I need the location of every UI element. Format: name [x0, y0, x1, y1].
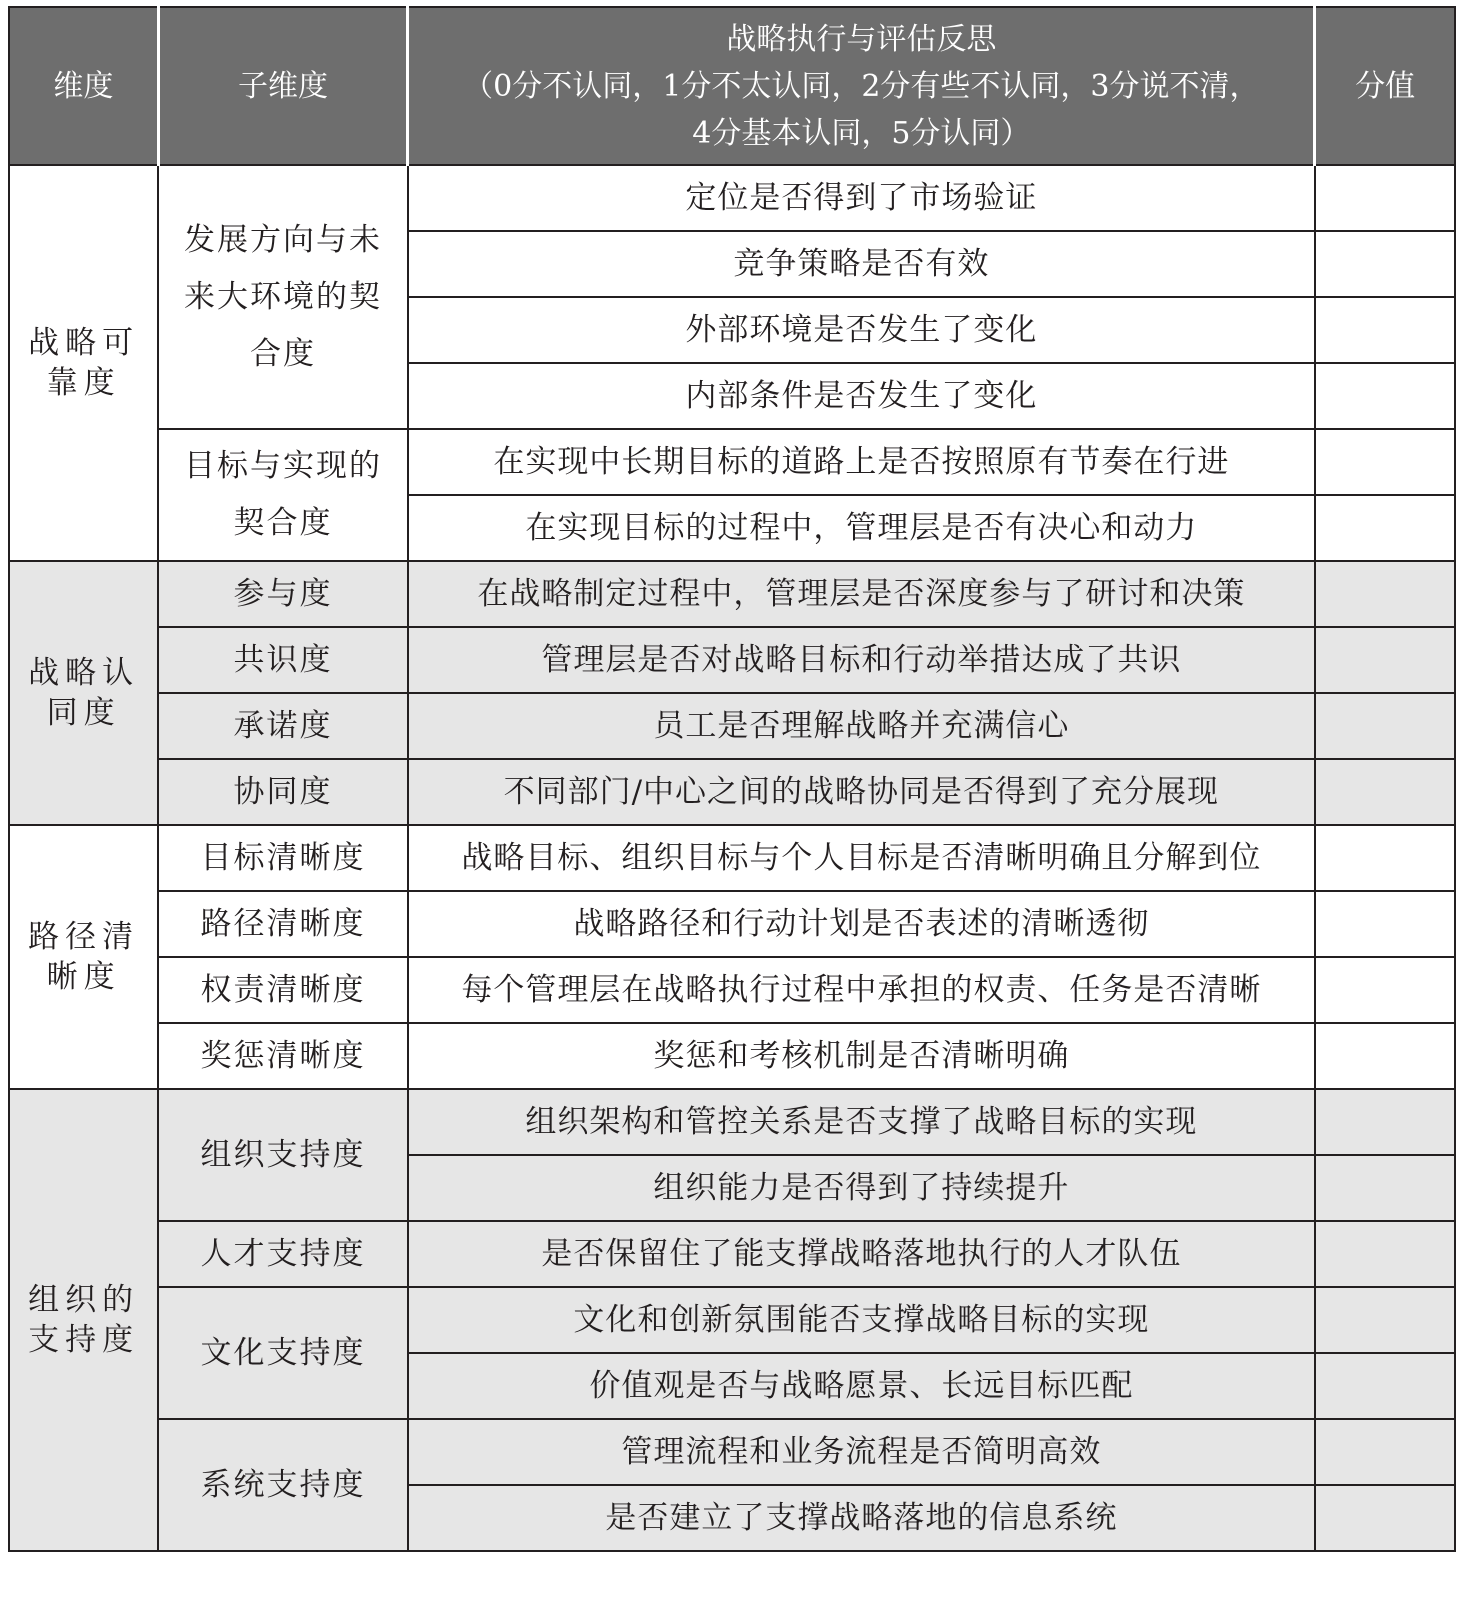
table-row — [9, 165, 1455, 231]
reflection-question: 在战略制定过程中，管理层是否深度参与了研讨和决策 — [408, 561, 1315, 627]
reflection-question: 内部条件是否发生了变化 — [408, 363, 1315, 429]
score-input-cell[interactable] — [1315, 231, 1455, 297]
dimension-label: 路径清 — [28, 919, 140, 955]
sub-dimension-label: 路径清晰度 — [200, 905, 366, 942]
score-input-cell[interactable] — [1315, 429, 1455, 495]
dimension-label: 组织的 — [28, 1282, 140, 1318]
sub-dimension-cell — [158, 165, 408, 429]
dimension-label: 支持度 — [28, 1322, 140, 1358]
sub-dimension-label: 协同度 — [233, 773, 333, 810]
reflection-question: 奖惩和考核机制是否清晰明确 — [408, 1023, 1315, 1089]
dimension-label: 同度 — [46, 695, 121, 731]
score-input-cell[interactable] — [1315, 891, 1455, 957]
sub-dimension-cell — [158, 627, 408, 693]
sub-dimension-label: 参与度 — [233, 575, 333, 612]
table-body — [9, 165, 1455, 1551]
sub-dimension-cell — [158, 957, 408, 1023]
score-input-cell[interactable] — [1315, 561, 1455, 627]
reflection-question: 是否建立了支撑战略落地的信息系统 — [408, 1485, 1315, 1551]
sub-dimension-cell — [158, 825, 408, 891]
sub-dimension-label: 权责清晰度 — [200, 971, 366, 1008]
sub-dimension-cell — [158, 759, 408, 825]
sub-dimension-cell — [158, 561, 408, 627]
reflection-question: 管理层是否对战略目标和行动举措达成了共识 — [408, 627, 1315, 693]
sub-dimension-label: 奖惩清晰度 — [200, 1037, 366, 1074]
score-input-cell[interactable] — [1315, 165, 1455, 231]
score-input-cell[interactable] — [1315, 1155, 1455, 1221]
reflection-question: 在实现目标的过程中，管理层是否有决心和动力 — [408, 495, 1315, 561]
score-input-cell[interactable] — [1315, 825, 1455, 891]
score-input-cell[interactable] — [1315, 1419, 1455, 1485]
dimension-cell — [9, 825, 158, 1089]
score-input-cell[interactable] — [1315, 1287, 1455, 1353]
dimension-label: 战略认 — [28, 655, 140, 691]
reflection-question: 竞争策略是否有效 — [408, 231, 1315, 297]
sub-dimension-label: 文化支持度 — [200, 1334, 366, 1371]
sub-dimension-cell — [158, 693, 408, 759]
reflection-question: 每个管理层在战略执行过程中承担的权责、任务是否清晰 — [408, 957, 1315, 1023]
sub-dimension-label: 目标清晰度 — [200, 839, 366, 876]
score-input-cell[interactable] — [1315, 759, 1455, 825]
sub-dimension-cell — [158, 1419, 408, 1551]
header-score: 分值 — [1315, 7, 1455, 165]
table-row — [9, 1419, 1455, 1485]
sub-dimension-label: 来大环境的契 — [184, 278, 383, 315]
score-input-cell[interactable] — [1315, 1221, 1455, 1287]
dimension-label: 晰度 — [46, 959, 121, 995]
sub-dimension-label: 系统支持度 — [200, 1466, 366, 1503]
sub-dimension-label: 共识度 — [233, 641, 333, 678]
table-row — [9, 1023, 1455, 1089]
table-row — [9, 561, 1455, 627]
score-input-cell[interactable] — [1315, 1353, 1455, 1419]
header-row — [9, 7, 1455, 165]
header-reflection — [408, 7, 1315, 165]
score-input-cell[interactable] — [1315, 1023, 1455, 1089]
reflection-question: 是否保留住了能支撑战略落地执行的人才队伍 — [408, 1221, 1315, 1287]
dimension-cell — [9, 1089, 158, 1551]
reflection-question: 不同部门/中心之间的战略协同是否得到了充分展现 — [408, 759, 1315, 825]
header-dimension: 维度 — [9, 7, 158, 165]
sub-dimension-label: 组织支持度 — [200, 1136, 366, 1173]
table-row — [9, 627, 1455, 693]
table-row — [9, 1221, 1455, 1287]
reflection-question: 外部环境是否发生了变化 — [408, 297, 1315, 363]
sub-dimension-cell — [158, 1089, 408, 1221]
sub-dimension-label: 人才支持度 — [200, 1235, 366, 1272]
score-input-cell[interactable] — [1315, 957, 1455, 1023]
table-row — [9, 957, 1455, 1023]
sub-dimension-label: 合度 — [250, 335, 317, 372]
sub-dimension-cell — [158, 1287, 408, 1419]
score-input-cell[interactable] — [1315, 627, 1455, 693]
dimension-cell — [9, 165, 158, 561]
table-row — [9, 1287, 1455, 1353]
sub-dimension-label: 发展方向与未 — [184, 221, 383, 258]
reflection-question: 定位是否得到了市场验证 — [408, 165, 1315, 231]
reflection-question: 在实现中长期目标的道路上是否按照原有节奏在行进 — [408, 429, 1315, 495]
score-input-cell[interactable] — [1315, 1089, 1455, 1155]
table-row — [9, 693, 1455, 759]
table-row — [9, 1089, 1455, 1155]
table-row — [9, 891, 1455, 957]
reflection-question: 战略路径和行动计划是否表述的清晰透彻 — [408, 891, 1315, 957]
reflection-question: 管理流程和业务流程是否简明高效 — [408, 1419, 1315, 1485]
reflection-question: 组织架构和管控关系是否支撑了战略目标的实现 — [408, 1089, 1315, 1155]
reflection-question: 组织能力是否得到了持续提升 — [408, 1155, 1315, 1221]
sub-dimension-label: 契合度 — [233, 505, 333, 541]
sub-dimension-cell — [158, 1023, 408, 1089]
strategy-evaluation-table — [8, 6, 1456, 1552]
sub-dimension-cell — [158, 1221, 408, 1287]
reflection-question: 文化和创新氛围能否支撑战略目标的实现 — [408, 1287, 1315, 1353]
reflection-question: 价值观是否与战略愿景、长远目标匹配 — [408, 1353, 1315, 1419]
header-reflection-title: 战略执行与评估反思 — [726, 21, 997, 57]
reflection-question: 员工是否理解战略并充满信心 — [408, 693, 1315, 759]
sub-dimension-cell — [158, 891, 408, 957]
sub-dimension-cell — [158, 429, 408, 561]
header-sub-dimension: 子维度 — [158, 7, 408, 165]
dimension-cell — [9, 561, 158, 825]
header-reflection-scale-2: 4分基本认同，5分认同） — [692, 115, 1031, 151]
header-reflection-scale-1: （0分不认同，1分不太认同，2分有些不认同，3分说不清， — [463, 68, 1260, 104]
sub-dimension-label: 目标与实现的 — [184, 448, 383, 484]
dimension-label: 靠度 — [46, 365, 121, 401]
sub-dimension-label: 承诺度 — [233, 707, 333, 744]
score-input-cell[interactable] — [1315, 363, 1455, 429]
table-row — [9, 759, 1455, 825]
score-input-cell[interactable] — [1315, 297, 1455, 363]
dimension-label: 战略可 — [28, 325, 140, 361]
reflection-question: 战略目标、组织目标与个人目标是否清晰明确且分解到位 — [408, 825, 1315, 891]
table-row — [9, 825, 1455, 891]
score-input-cell[interactable] — [1315, 693, 1455, 759]
score-input-cell[interactable] — [1315, 1485, 1455, 1551]
score-input-cell[interactable] — [1315, 495, 1455, 561]
table-row — [9, 429, 1455, 495]
